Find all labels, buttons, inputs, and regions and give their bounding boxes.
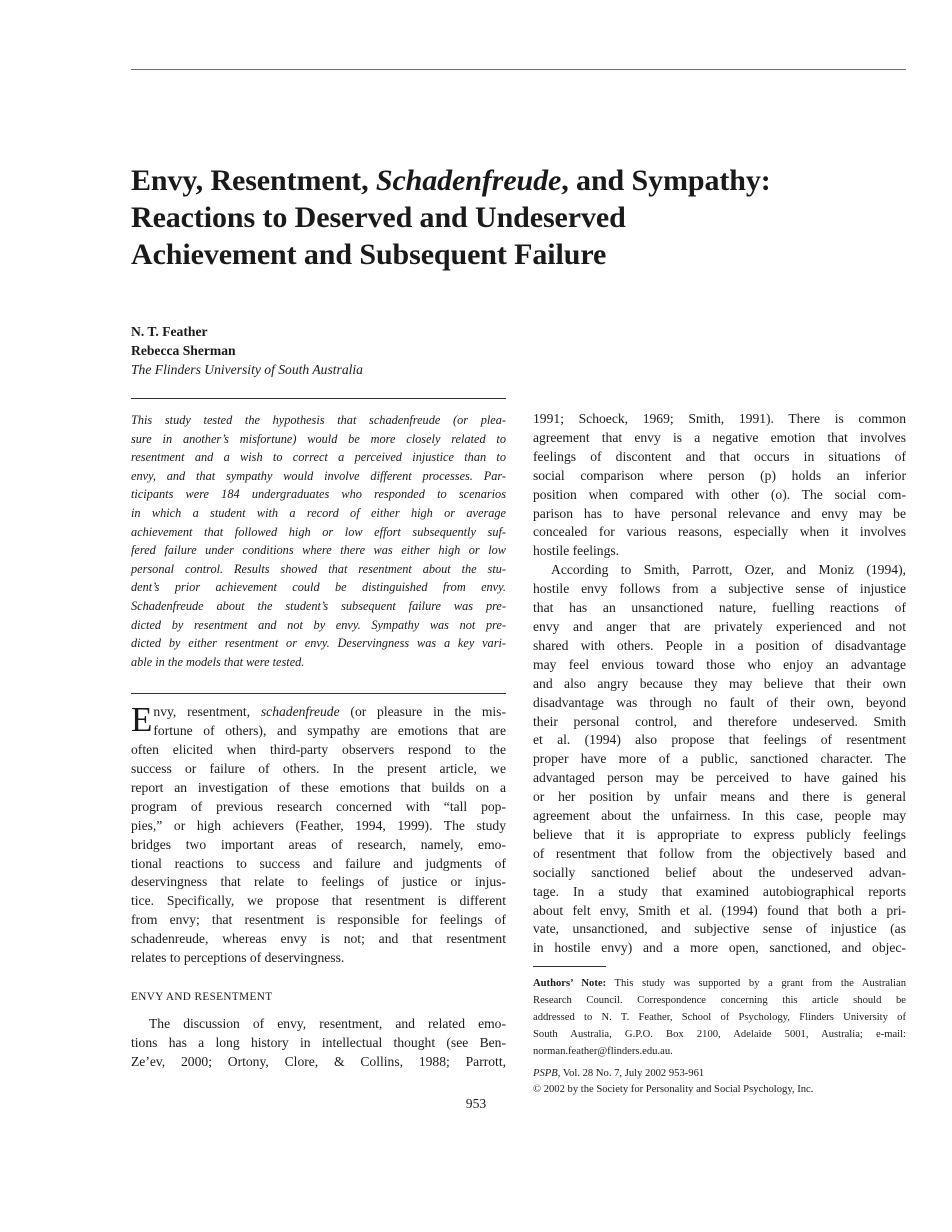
drop-cap: E: [131, 700, 153, 740]
body-line: pies,” or high achievers (Feather, 1994, 1999). The study: [131, 817, 506, 833]
title-line-3: Achievement and Subsequent Failure: [131, 238, 607, 271]
section-paragraph: [131, 1015, 506, 1072]
body-line: program of previous research concerned with “tall pop-: [131, 798, 506, 814]
body-line: tions has a long history in intellectual thought (see Ben-: [131, 1034, 506, 1050]
abstract-top-rule: [131, 398, 506, 399]
body-line: bridges two important areas of research, namely, emo-: [131, 836, 506, 852]
body-line: nvy, resentment, schadenfreude (or pleasure in the mis-: [153, 704, 506, 720]
body-line: of resentment that follow from the objectively based and: [533, 845, 906, 861]
abstract-line: achievement that followed high or low effort subsequently suf-: [131, 524, 506, 539]
body-line: Ze’ev, 2000; Ortony, Clore, & Collins, 1988; Parrott,: [131, 1053, 506, 1069]
abstract-line: envy, and that sympathy would involve different processes. Par-: [131, 468, 506, 483]
body-line: about felt envy, Smith et al. (1994) found that both a pri-: [533, 902, 906, 918]
abstract-line: dent’s prior achievement could be distinguished from envy.: [131, 580, 506, 595]
body-line: disadvantage was through no fault of their own, beyond: [533, 694, 906, 710]
right-column: [533, 410, 906, 1099]
authors-note: [533, 976, 906, 1061]
title-line-2: Reactions to Deserved and Undeserved: [131, 201, 626, 234]
page-number: 953: [465, 1096, 487, 1111]
body-line: hostile envy follows from a subjective sense of injustice: [533, 581, 906, 597]
right-paragraph-1: [533, 410, 906, 561]
body-line: shared with others. People in a position of disadvantage: [533, 637, 906, 653]
body-line: their personal control, and therefore undeserved. Smith: [533, 713, 906, 729]
abstract-line: This study tested the hypothesis that schadenfreude (or plea-: [131, 413, 506, 427]
body-line: proper have more of a public, sanctioned character. The: [533, 751, 906, 767]
body-line: parison has to have personal relevance and envy may be: [533, 505, 906, 521]
body-line: or her position by unfair means and there is general: [533, 789, 906, 805]
journal-citation: PSPB, Vol. 28 No. 7, July 2002 953-961: [533, 1067, 705, 1079]
body-line: report an investigation of these emotions that builds on a: [131, 779, 506, 795]
body-line: et al. (1994) also propose that feelings of resentment: [533, 732, 906, 748]
body-line: The discussion of envy, resentment, and related emo-: [149, 1016, 506, 1031]
right-paragraph-2: [533, 561, 906, 958]
abstract-line: Schadenfreude about the student’s subsequent failure was pre-: [131, 598, 506, 613]
body-line: envy and anger that are privately experienced and not: [533, 618, 906, 634]
body-line: that has an unsanctioned nature, fuelling reactions of: [533, 600, 906, 616]
footnote-line: norman.feather@flinders.edu.au.: [533, 1045, 673, 1057]
body-line: advantaged person may be perceived to have gained his: [533, 770, 906, 786]
header-rule: [131, 69, 906, 70]
body-line: in hostile envy) and a more open, sanctioned, and objec-: [533, 940, 906, 956]
author-affiliation: The Flinders University of South Australia: [131, 362, 363, 377]
body-line: concealed for various reasons, especially when it involves: [533, 524, 906, 540]
body-line: According to Smith, Parrott, Ozer, and Moniz (1994),: [551, 562, 906, 578]
body-line: agreement about the unfairness. In this case, people may: [533, 808, 906, 824]
body-line: may feel envious toward those who enjoy an advantage: [533, 656, 906, 672]
abstract-line: fered failure under conditions where there was either high or low: [131, 543, 506, 558]
section-heading: ENVY AND RESENTMENT: [131, 991, 273, 1003]
footnote-line: addressed to N. T. Feather, School of Psychology, Flinders University of: [533, 1012, 906, 1024]
body-line: believe that it is appropriate to express publicly feelings: [533, 826, 906, 842]
footnote-rule: [533, 966, 606, 967]
body-line: social comparison where person (p) holds an inferior: [533, 467, 906, 483]
body-line: hostile feelings.: [533, 543, 620, 559]
body-line: from envy; that resentment is responsible for feelings of: [131, 912, 506, 928]
left-column: [131, 398, 506, 1072]
abstract: [131, 411, 506, 671]
article-title: [131, 162, 906, 273]
body-line: tional reactions to success and failure and judgments of: [131, 855, 506, 871]
body-line: relates to perceptions of deservingness.: [131, 950, 345, 966]
abstract-line: dicted by resentment and not by envy. Sympathy was not pre-: [131, 617, 506, 632]
body-line: often elicited when third-party observers respond to the: [131, 742, 506, 758]
abstract-line: ticipants were 184 undergraduates who responded to scenarios: [131, 487, 506, 502]
body-line: deservingness that relate to feelings of justice or injus-: [131, 874, 506, 890]
intro-paragraph: [131, 700, 506, 968]
body-line: feelings of discontent and that occurs in situations of: [533, 448, 906, 464]
body-line: schadenreude, whereas envy is not; and that resentment: [131, 931, 506, 947]
body-line: fortune of others), and sympathy are emotions that are: [153, 723, 506, 739]
title-line-1: Envy, Resentment, Schadenfreude, and Sympathy:: [131, 164, 771, 197]
abstract-line: personal control. Results showed that resentment about the stu-: [131, 561, 506, 576]
abstract-line: sure in another’s misfortune) would be more closely related to: [131, 431, 506, 446]
abstract-line: in which a student with a record of either high or average: [131, 505, 506, 520]
publication-info: [533, 1066, 906, 1099]
author-name: Rebecca Sherman: [131, 343, 236, 358]
abstract-line: able in the models that were tested.: [131, 654, 305, 669]
body-line: vate, unsanctioned, and subjective sense of injustice (as: [533, 921, 906, 937]
author-block: [131, 322, 363, 379]
body-line: agreement that envy is a negative emotion that involves: [533, 429, 906, 445]
body-line: success or failure of others. In the present article, we: [131, 761, 506, 777]
abstract-line: resentment and a wish to correct a perceived injustice than to: [131, 450, 506, 465]
body-line: tice. Specifically, we propose that resentment is different: [131, 893, 506, 909]
body-top-rule: [131, 693, 506, 694]
body-line: 1991; Schoeck, 1969; Smith, 1991). There is common: [533, 411, 906, 426]
footnote-line: South Australia, G.P.O. Box 2100, Adelaide 5001, Australia; e-mail:: [533, 1029, 906, 1040]
copyright-notice: © 2002 by the Society for Personality and Social Psychology, Inc.: [533, 1084, 814, 1096]
body-line: socially sanctioned belief about the undeserved advan-: [533, 864, 906, 880]
footnote-line: Authors’ Note: This study was supported by a grant from the Australian: [533, 978, 906, 990]
body-line: tage. In a study that examined autobiographical reports: [533, 883, 906, 899]
authors-note-label: Authors’ Note:: [533, 978, 607, 990]
author-name: N. T. Feather: [131, 324, 208, 339]
abstract-line: dicted by either resentment or envy. Deservingness was a key vari-: [131, 636, 506, 651]
footnote-line: Research Council. Correspondence concerning this article should be: [533, 995, 906, 1007]
body-line: position when compared with other (o). The social com-: [533, 486, 906, 502]
body-line: and also angry because they may believe that their own: [533, 675, 906, 691]
